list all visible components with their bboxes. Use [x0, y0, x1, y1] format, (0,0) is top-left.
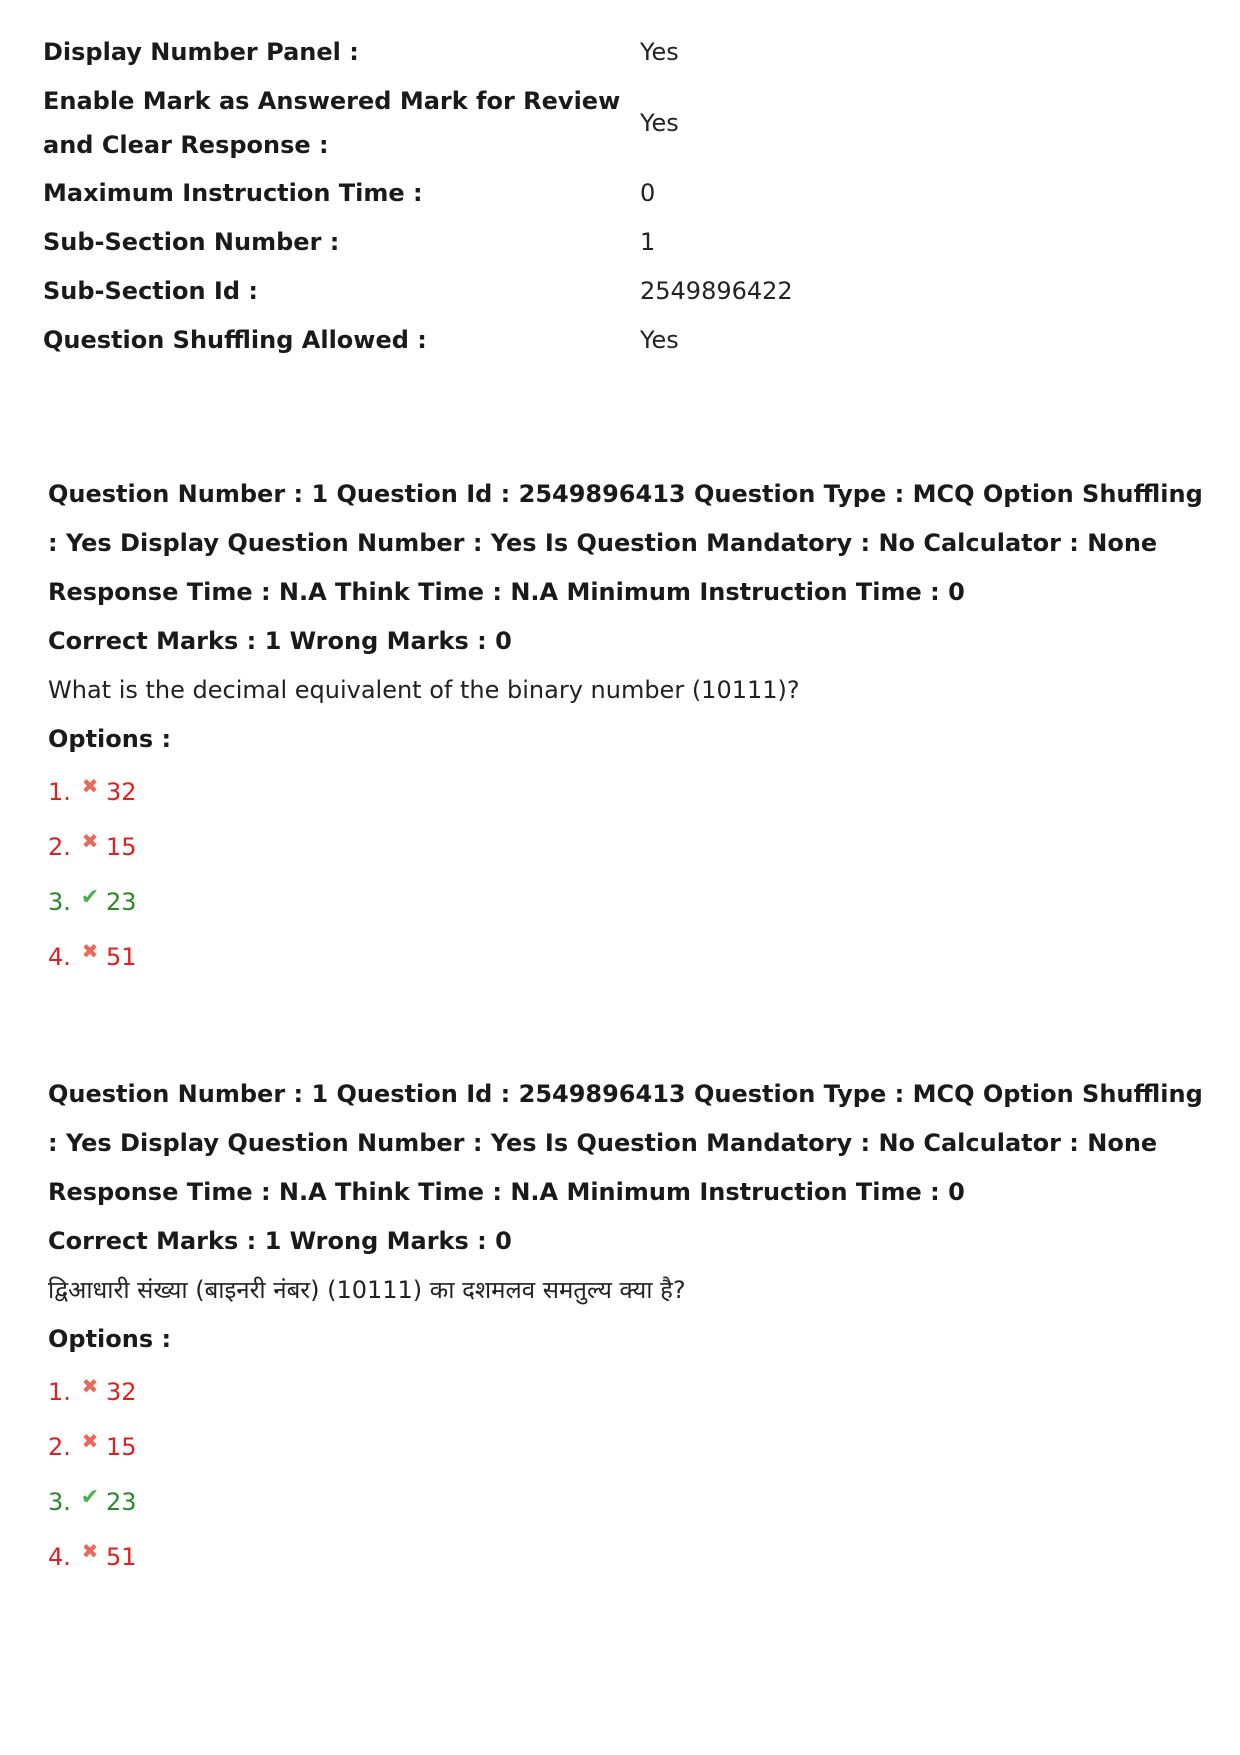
setting-value: Yes: [640, 326, 679, 354]
setting-row-enable-mark: [43, 77, 803, 169]
option-item: [48, 929, 1208, 984]
cross-icon: ✖: [81, 1538, 99, 1563]
question-text: What is the decimal equivalent of the binary number (10111)?: [48, 676, 800, 704]
question-text: द्विआधारी संख्या (बाइनरी नंबर) (10111) का दशमलव समतुल्य क्या है?: [48, 1276, 686, 1304]
option-item: [48, 764, 1208, 819]
setting-row-sub-section-number: [43, 218, 803, 267]
check-icon: ✔: [80, 1485, 100, 1510]
question-marks: Correct Marks : 1 Wrong Marks : 0: [48, 1227, 512, 1255]
setting-row-max-instruction-time: [43, 169, 803, 218]
setting-row-sub-section-id: [43, 267, 803, 316]
option-number: 1.: [48, 1377, 71, 1406]
options-label: Options :: [48, 725, 172, 753]
setting-label: Enable Mark as Answered Mark for Review and Clear Response :: [43, 87, 621, 159]
cross-icon: ✖: [81, 1428, 99, 1453]
section-settings: [43, 28, 803, 365]
question-block: [48, 470, 1208, 984]
setting-row-display-number-panel: [43, 28, 803, 77]
setting-value: Yes: [640, 108, 679, 137]
cross-icon: ✖: [81, 1373, 99, 1398]
option-value: 51: [106, 1542, 137, 1571]
cross-icon: ✖: [81, 773, 99, 798]
option-number: 3.: [48, 1487, 71, 1516]
setting-row-question-shuffling: [43, 316, 803, 365]
option-item: [48, 874, 1208, 929]
setting-value: Yes: [640, 38, 679, 66]
check-icon: ✔: [80, 885, 100, 910]
setting-value: 0: [640, 179, 656, 207]
setting-label: Question Shuffling Allowed :: [43, 326, 427, 354]
setting-value: 1: [640, 228, 656, 256]
option-value: 32: [106, 777, 137, 806]
option-number: 3.: [48, 887, 71, 916]
option-item: [48, 1419, 1208, 1474]
option-value: 32: [106, 1377, 137, 1406]
option-number: 4.: [48, 1542, 71, 1571]
option-item: [48, 1474, 1208, 1529]
cross-icon: ✖: [81, 938, 99, 963]
question-block: [48, 1070, 1208, 1584]
option-item: [48, 1364, 1208, 1419]
options-label: Options :: [48, 1325, 172, 1353]
option-value: 51: [106, 942, 137, 971]
option-number: 4.: [48, 942, 71, 971]
setting-label: Display Number Panel :: [43, 38, 359, 66]
option-number: 1.: [48, 777, 71, 806]
question-header: Question Number : 1 Question Id : 2549896413 Question Type : MCQ Option Shuffling : Yes Display Question Number : Yes Is Question Mandatory : No Calculator : None Response Time : N.A Think Time : N.A Minimum Instruction Time : 0: [48, 480, 1203, 606]
option-number: 2.: [48, 1432, 71, 1461]
setting-label: Sub-Section Id :: [43, 277, 258, 305]
option-value: 15: [106, 1432, 137, 1461]
setting-label: Sub-Section Number :: [43, 228, 340, 256]
option-item: [48, 819, 1208, 874]
question-header: Question Number : 1 Question Id : 2549896413 Question Type : MCQ Option Shuffling : Yes Display Question Number : Yes Is Question Mandatory : No Calculator : None Response Time : N.A Think Time : N.A Minimum Instruction Time : 0: [48, 1080, 1203, 1206]
option-value: 23: [106, 1487, 137, 1516]
setting-label: Maximum Instruction Time :: [43, 179, 423, 207]
option-value: 15: [106, 832, 137, 861]
option-value: 23: [106, 887, 137, 916]
question-marks: Correct Marks : 1 Wrong Marks : 0: [48, 627, 512, 655]
cross-icon: ✖: [81, 828, 99, 853]
setting-value: 2549896422: [640, 277, 793, 305]
option-item: [48, 1529, 1208, 1584]
option-number: 2.: [48, 832, 71, 861]
